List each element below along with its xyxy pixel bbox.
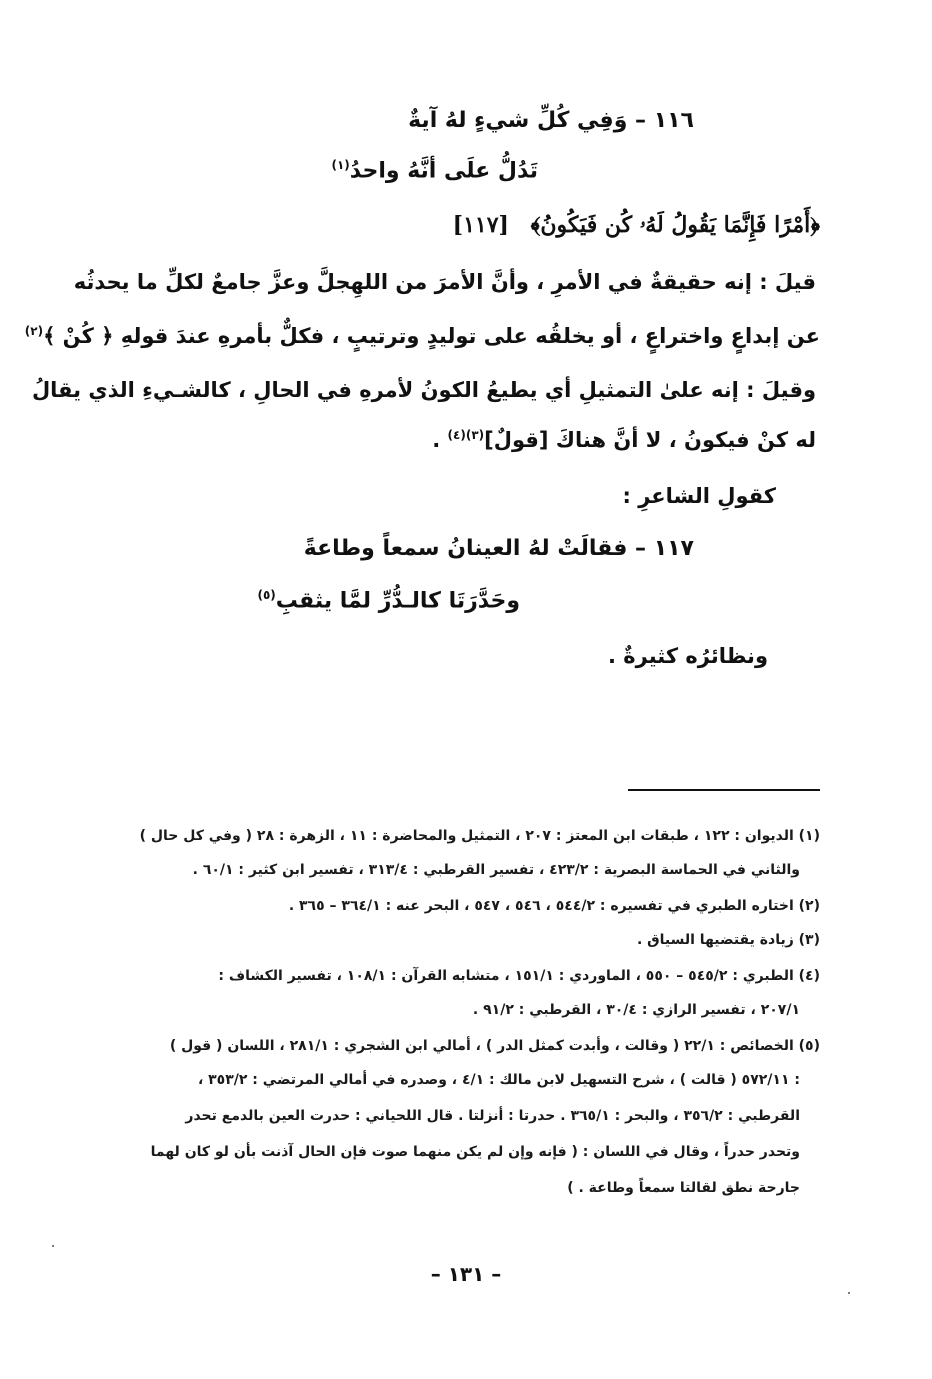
footnote-1-line-2: والثاني في الحماسة البصرية : ٤٢٣/٢ ، تفسير القرطبي : ٣١٣/٤ ، تفسير ابن كثير : ٦٠/١ . xyxy=(192,862,800,878)
verse-117-second-text: وحَدَّرَتَا كالـدُّرِّ لمَّا يثقبِ xyxy=(275,588,520,614)
scan-speck xyxy=(52,1245,54,1247)
footnote-separator xyxy=(628,789,820,791)
ayah-reference: [١١٧] xyxy=(452,212,509,238)
footnote-5-line-5: جارحة نطق لقالتا سمعاً وطاعة . ) xyxy=(567,1180,800,1196)
footnote-4-line-2: ٢٠٧/١ ، تفسير الرازي : ٣٠/٤ ، القرطبي : ٩١/٢ . xyxy=(472,1002,800,1018)
poet-intro: كقولِ الشاعرِ : xyxy=(622,484,776,508)
footnote-3: (٣) زيادة يقتضيها السياق . xyxy=(636,932,820,948)
footnote-4-line-1: (٤) الطبري : ٥٤٥/٢ – ٥٥٠ ، الماوردي : ١٥١/١ ، متشابه القرآن : ١٠٨/١ ، تفسير الكشاف : xyxy=(218,968,820,984)
scan-speck xyxy=(848,1292,850,1294)
verse-116-second-hemistich xyxy=(331,158,538,183)
quran-ayah-text: ﴿أَمْرًا فَإِنَّمَا يَقُولُ لَهُۥ كُن فَيَكُونُ﴾ xyxy=(530,212,820,238)
footnote-marker-3-4: (٣)(٤) xyxy=(447,428,485,442)
paragraph-2-line-1: وقيلَ : إنه علىٰ التمثيلِ أي يطيعُ الكونُ لأمرهِ في الحالِ ، كالشـيءِ الذي يقالُ xyxy=(31,378,816,402)
closing-line: ونظائرُه كثيرةٌ . xyxy=(607,644,768,668)
verse-116-second-text: تَدُلُّ علَى أنَّهُ واحدُ xyxy=(349,158,538,184)
page-number: – ١٣١ – xyxy=(430,1262,502,1286)
footnote-marker-1: (١) xyxy=(331,158,350,172)
footnote-5-line-3: القرطبي : ٣٥٦/٢ ، والبحر : ٣٦٥/١ . حدرتا : أنزلتا . قال اللحياني : حدرت العين بالدمع تحدر xyxy=(185,1108,800,1124)
paragraph-1-line-2-text: عن إبداعٍ واختراعٍ ، أو يخلقُه على توليدٍ وترتيبٍ ، فكلٌّ بأمرهِ عندَ قولهِ ﴿ كُنْ ﴾ xyxy=(43,324,820,348)
verse-117-second-hemistich xyxy=(257,588,520,613)
quran-ayah-line xyxy=(453,212,820,238)
paragraph-2-line-2-text: له كنْ فيكونُ ، لا أنَّ هناكَ [قولٌ] xyxy=(484,428,816,452)
footnote-1-line-1: (١) الديوان : ١٢٢ ، طبقات ابن المعتز : ٢٠٧ ، التمثيل والمحاضرة : ١١ ، الزهرة : ٢٨ ( وفي كل حال ) xyxy=(139,828,820,844)
footnote-5-line-4: وتحدر حدراً ، وقال في اللسان : ( فإنه وإن لم يكن منهما صوت فإن الحال آذنت بأن لو كان لهما xyxy=(150,1144,800,1160)
paragraph-2-line-2 xyxy=(432,428,816,452)
paragraph-1-line-2 xyxy=(25,324,820,348)
footnote-marker-2: (٢) xyxy=(24,324,44,338)
paragraph-2-line-2-end: . xyxy=(432,428,448,452)
paragraph-1-line-1: قيلَ : إنه حقيقةٌ في الأمرِ ، وأنَّ الأمرَ من اللهِجلَّ وعزَّ جامعٌ لكلِّ ما يحدثُه xyxy=(73,270,816,294)
footnote-marker-5: (٥) xyxy=(257,588,276,602)
footnote-5-line-2: : ٥٧٢/١١ ( قالت ) ، شرح التسهيل لابن مالك : ٤/١ ، وصدره في أمالي المرتضي : ٣٥٣/٢ ، xyxy=(197,1072,800,1088)
footnote-2: (٢) اختاره الطبري في تفسيره : ٥٤٤/٢ ، ٥٤٦ ، ٥٤٧ ، البحر عنه : ٣٦٤/١ – ٣٦٥ . xyxy=(288,898,820,914)
footnote-5-line-1: (٥) الخصائص : ٢٢/١ ( وقالت ، وأبدت كمثل الدر ) ، أمالي ابن الشجري : ٢٨١/١ ، اللسان ( قول ) xyxy=(169,1038,820,1054)
verse-117-first-hemistich: ١١٧ – فقالَتْ لهُ العينانُ سمعاً وطاعةً xyxy=(303,536,694,561)
verse-116-first-hemistich: ١١٦ – وَفِي كُلِّ شيءٍ لهُ آيةٌ xyxy=(408,108,694,133)
